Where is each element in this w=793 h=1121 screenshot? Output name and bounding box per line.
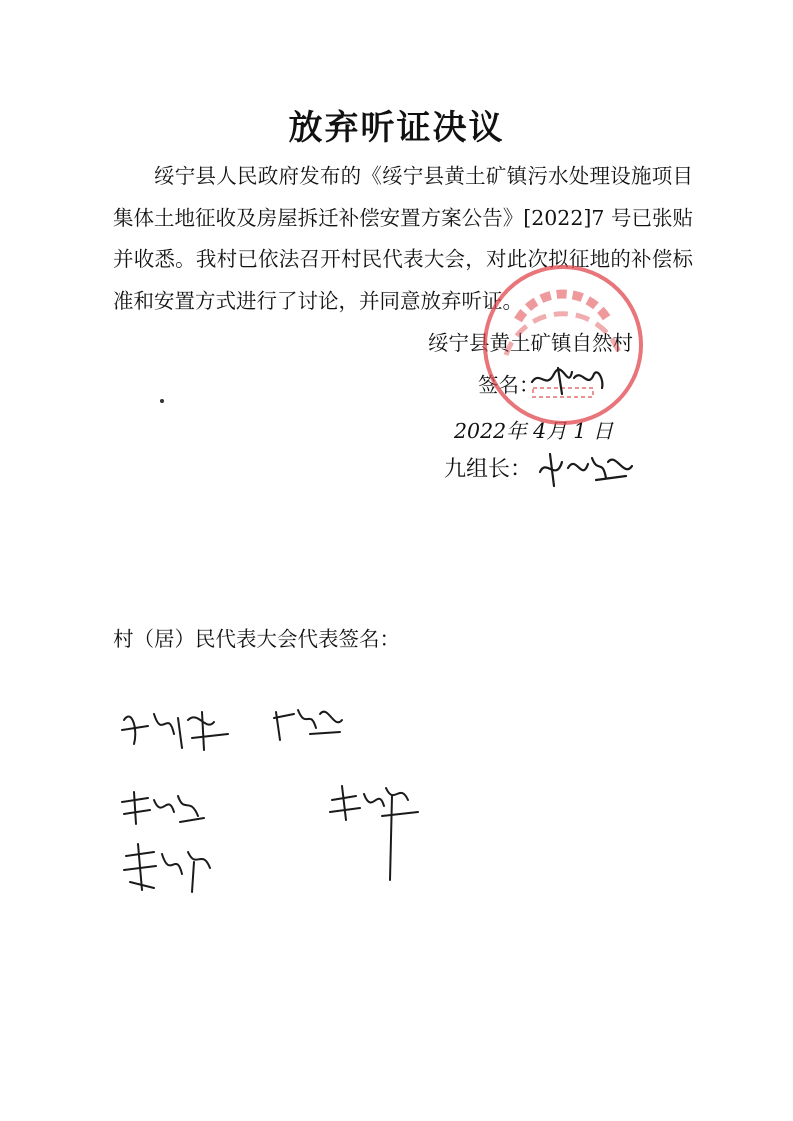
seal-icon (478, 260, 648, 430)
signature-icon (326, 776, 426, 886)
ink-speck (160, 399, 164, 403)
signature-icon (528, 360, 608, 400)
signature-icon (118, 700, 238, 756)
sign-label: 签名： (478, 373, 540, 397)
sign-date: 2022年 4月 1 日 (454, 419, 614, 443)
handwritten-signature-leader (536, 448, 636, 490)
village-name: 绥宁县黄土矿镇自然村 (428, 331, 633, 355)
rep-signature-3 (118, 786, 208, 830)
signature-icon (536, 448, 636, 490)
rep-signature-1 (118, 700, 238, 756)
signature-icon (118, 786, 208, 830)
document-title: 放弃听证决议 (288, 108, 505, 148)
handwritten-signature-village (528, 360, 608, 400)
rep-signature-4 (326, 776, 426, 886)
representatives-label: 村（居）民代表大会代表签名： (113, 627, 400, 651)
rep-signature-5 (120, 840, 220, 896)
group-leader-label: 九组长： (444, 457, 533, 482)
official-seal-stamp (478, 260, 648, 430)
signature-icon (120, 840, 220, 896)
signature-icon (270, 700, 350, 746)
rep-signature-2 (270, 700, 350, 746)
body-paragraph: 绥宁县人民政府发布的《绥宁县黄土矿镇污水处理设施项目集体土地征收及房屋拆迁补偿安置方案公告》[2022]7 号已张贴并收悉。我村已依法召开村民代表大会，对此次拟征地的补偿标准和安置方式进行了讨论，并同意放弃听证。 (113, 164, 693, 313)
